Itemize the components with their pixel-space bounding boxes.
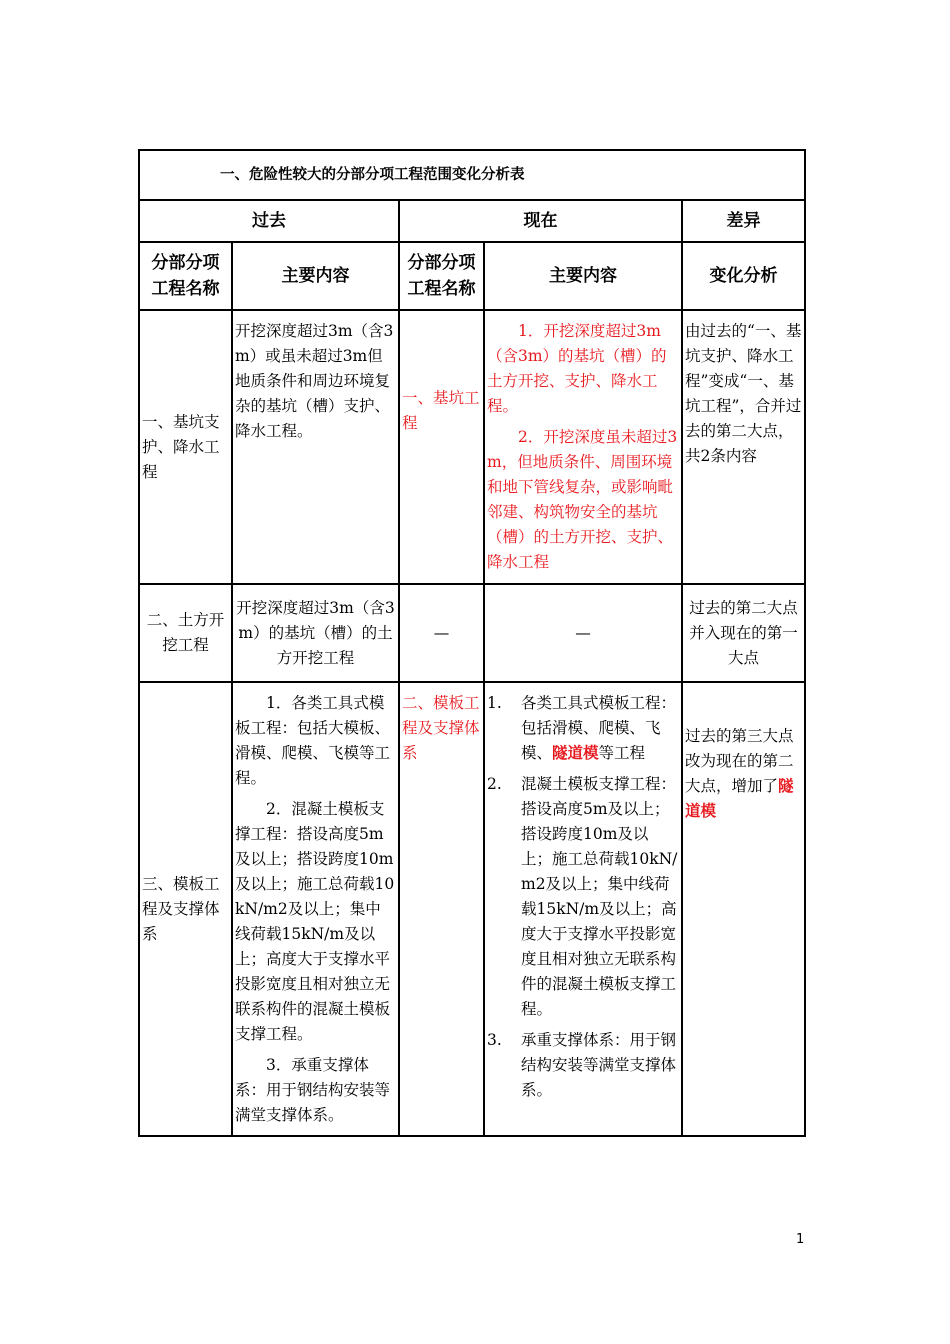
sub-header-now-name: 分部分项工程名称: [399, 242, 484, 310]
now-content-list: [487, 691, 679, 1103]
sub-header-now-content: 主要内容: [484, 242, 682, 310]
past-content-item: 3．承重支撑体系：用于钢结构安装等满堂支撑体系。: [235, 1056, 391, 1124]
highlight-text: 隧道模: [552, 744, 599, 762]
sub-header-row: [139, 242, 805, 310]
past-content-item: 1．各类工具式模板工程：包括大模板、滑模、爬模、飞模等工程。: [235, 694, 391, 787]
now-content-cell: [484, 310, 682, 584]
list-item: [487, 772, 679, 1022]
now-name-cell: —: [399, 584, 484, 682]
table-title: 一、危险性较大的分部分项工程范围变化分析表: [139, 150, 805, 200]
now-content-cell: —: [484, 584, 682, 682]
past-name-cell: 三、模板工程及支撑体系: [139, 682, 232, 1136]
header-now: 现在: [399, 200, 682, 242]
header-row: [139, 200, 805, 242]
list-text: 承重支撑体系：用于钢结构安装等满堂支撑体系。: [521, 1031, 677, 1099]
list-number: 1.: [487, 694, 502, 712]
table-row: [139, 584, 805, 682]
past-content-cell: [232, 682, 399, 1136]
sub-header-past-content: 主要内容: [232, 242, 399, 310]
list-number: 2.: [487, 775, 502, 793]
header-diff: 差异: [682, 200, 805, 242]
past-content-cell: 开挖深度超过3m（含3m）或虽未超过3m但地质条件和周边环境复杂的基坑（槽）支护、降水工程。: [232, 310, 399, 584]
analysis-cell: 由过去的“一、基坑支护、降水工程”变成“一、基坑工程”，合并过去的第二大点，共2条内容: [682, 310, 805, 584]
past-name-cell: 一、基坑支护、降水工程: [139, 310, 232, 584]
table-row: [139, 310, 805, 584]
list-text: 各类工具式模板工程：包括滑模、爬模、飞模、: [521, 694, 677, 762]
header-past: 过去: [139, 200, 399, 242]
page-number: 1: [796, 1232, 805, 1247]
analysis-text: 过去的第三大点改为现在的第二大点，增加了: [685, 727, 794, 795]
list-item: [487, 691, 679, 766]
highlight-text: 隧道模: [685, 777, 794, 820]
list-text: 混凝土模板支撑工程：搭设高度5m及以上；搭设跨度10m及以上；施工总荷载10kN/m2及以上；集中线荷载15kN/m及以上；高度大于支撑水平投影宽度且相对独立无联系构件的混凝土模板支撑工程。: [521, 775, 678, 1018]
past-content-item: 2．混凝土模板支撑工程：搭设高度5m及以上；搭设跨度10m及以上；施工总荷载10kN/m2及以上；集中线荷载15kN/m及以上；高度大于支撑水平投影宽度且相对独立无联系构件的混凝土模板支撑工程。: [235, 800, 395, 1043]
past-name-cell: 二、土方开挖工程: [139, 584, 232, 682]
sub-header-past-name: 分部分项工程名称: [139, 242, 232, 310]
past-content-cell: 开挖深度超过3m（含3m）的基坑（槽）的土方开挖工程: [232, 584, 399, 682]
now-content-item: 2．开挖深度虽未超过3m，但地质条件、周围环境和地下管线复杂，或影响毗邻建、构筑物安全的基坑（槽）的土方开挖、支护、降水工程: [487, 428, 678, 571]
list-text: 等工程: [598, 744, 646, 762]
now-content-cell: [484, 682, 682, 1136]
analysis-cell: [682, 682, 805, 1136]
sub-header-analysis: 变化分析: [682, 242, 805, 310]
list-item: [487, 1028, 679, 1103]
list-number: 3.: [487, 1031, 502, 1049]
analysis-cell: 过去的第二大点并入现在的第一大点: [682, 584, 805, 682]
now-name-cell: 二、模板工程及支撑体系: [399, 682, 484, 1136]
table-row: [139, 682, 805, 1136]
title-row: [139, 150, 805, 200]
now-content-item: 1．开挖深度超过3m（含3m）的基坑（槽）的土方开挖、支护、降水工程。: [487, 322, 667, 415]
range-change-table: [138, 149, 806, 1137]
now-name-cell: 一、基坑工程: [399, 310, 484, 584]
